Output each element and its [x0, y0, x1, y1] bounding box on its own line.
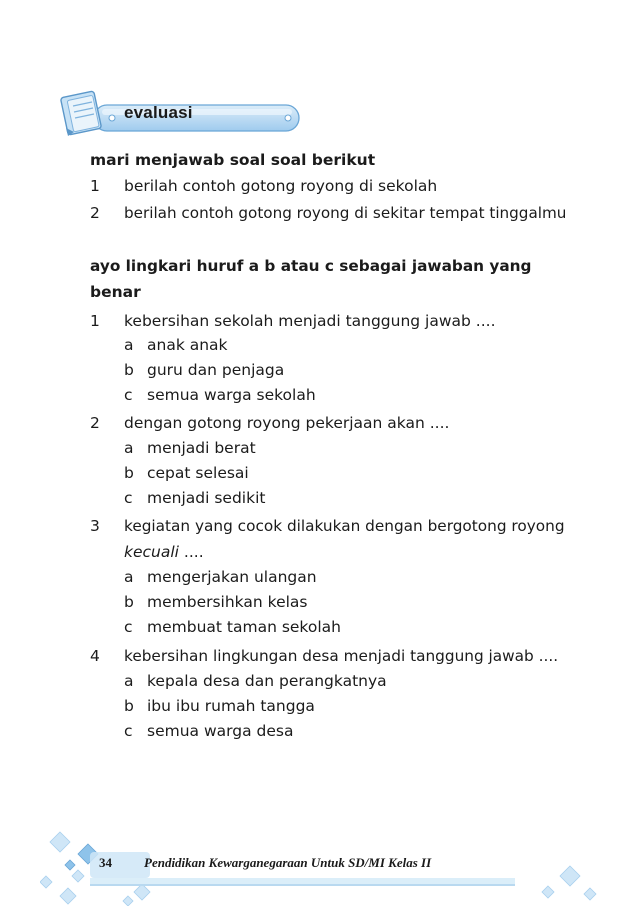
section-label: evaluasi	[124, 103, 193, 122]
q3-option-b-letter: b	[124, 593, 134, 611]
book-title: Pendidikan Kewarganegaraan Untuk SD/MI Kelas II	[144, 855, 432, 870]
q1-option-b-text: guru dan penjaga	[147, 361, 285, 379]
q2-option-a-letter: a	[124, 439, 134, 457]
q1-option-c-letter: c	[124, 386, 133, 404]
part2-instruction-line2: benar	[90, 283, 141, 301]
q1-number: 1	[90, 312, 100, 330]
q3-option-a-letter: a	[124, 568, 134, 586]
q2-option-c-text: menjadi sedikit	[147, 489, 266, 507]
q4-option-c-letter: c	[124, 722, 133, 740]
part2-instruction-line1: ayo lingkari huruf a b atau c sebagai jawaban yang	[90, 257, 532, 275]
q4-option-b-letter: b	[124, 697, 134, 715]
part1-q1-number: 1	[90, 177, 100, 195]
q2-option-c-letter: c	[124, 489, 133, 507]
q4-option-c-text: semua warga desa	[147, 722, 294, 740]
page-number: 34	[99, 855, 112, 870]
q2-option-b-letter: b	[124, 464, 134, 482]
q3-option-c-letter: c	[124, 618, 133, 636]
q4-option-b-text: ibu ibu rumah tangga	[147, 697, 315, 715]
q4-number: 4	[90, 647, 100, 665]
q3-option-b-text: membersihkan kelas	[147, 593, 308, 611]
q3-except-word: kecuali	[124, 543, 179, 561]
q1-option-b-letter: b	[124, 361, 134, 379]
part1-q2-number: 2	[90, 204, 100, 222]
q3-text-line2	[124, 539, 204, 565]
q2-option-b-text: cepat selesai	[147, 464, 249, 482]
part1-q2-text: berilah contoh gotong royong di sekitar tempat tinggalmu	[124, 204, 567, 222]
q2-text: dengan gotong royong pekerjaan akan ....	[124, 414, 450, 432]
notebook-icon	[58, 88, 108, 140]
q4-text: kebersihan lingkungan desa menjadi tanggung jawab ....	[124, 647, 559, 665]
q1-option-c-text: semua warga sekolah	[147, 386, 316, 404]
q3-option-c-text: membuat taman sekolah	[147, 618, 341, 636]
q4-option-a-letter: a	[124, 672, 134, 690]
part1-instruction: mari menjawab soal soal berikut	[90, 151, 376, 169]
q2-option-a-text: menjadi berat	[147, 439, 256, 457]
q3-number: 3	[90, 517, 100, 535]
part1-q1-text: berilah contoh gotong royong di sekolah	[124, 177, 438, 195]
q1-text: kebersihan sekolah menjadi tanggung jawab ....	[124, 312, 496, 330]
q1-option-a-text: anak anak	[147, 336, 228, 354]
q3-text-line2-rest: ....	[178, 543, 204, 561]
q4-option-a-text: kepala desa dan perangkatnya	[147, 672, 387, 690]
q2-number: 2	[90, 414, 100, 432]
q3-text: kegiatan yang cocok dilakukan dengan bergotong royong	[124, 517, 565, 535]
q3-option-a-text: mengerjakan ulangan	[147, 568, 317, 586]
q1-option-a-letter: a	[124, 336, 134, 354]
